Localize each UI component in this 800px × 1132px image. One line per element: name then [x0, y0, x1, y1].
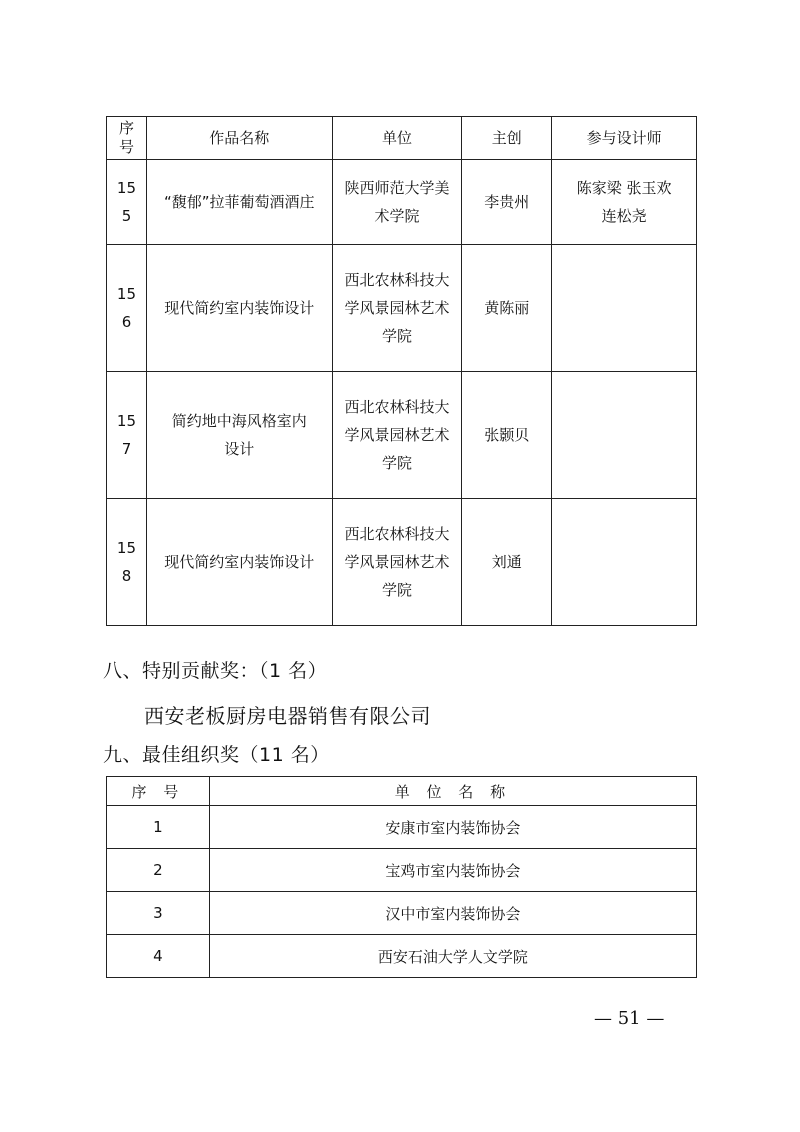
row-designers: 陈家梁 张玉欢 连松尧 [552, 160, 697, 245]
row-designers [552, 499, 697, 626]
table-row [107, 849, 697, 892]
awards-table [106, 116, 697, 626]
row-index: 2 [107, 849, 210, 892]
row-index: 15 7 [107, 372, 147, 499]
organization-award-table [106, 776, 697, 978]
row-index: 1 [107, 806, 210, 849]
section-9-heading: 九、最佳组织奖（11 名） [103, 744, 330, 766]
header-unit: 单位 [332, 117, 462, 160]
awards-table-header-row [107, 117, 697, 160]
row-lead: 黄陈丽 [462, 245, 552, 372]
section-8-heading: 八、特别贡献奖：（1 名） [103, 660, 328, 682]
table-row [107, 499, 697, 626]
row-work: “馥郁”拉菲葡萄酒酒庄 [146, 160, 332, 245]
row-unit: 西北农林科技大 学风景园林艺术 学院 [332, 499, 462, 626]
header-unit-name: 单 位 名 称 [209, 777, 696, 806]
org-table-header-row [107, 777, 697, 806]
row-work: 现代简约室内装饰设计 [146, 245, 332, 372]
row-index: 4 [107, 935, 210, 978]
header-index: 序 号 [107, 117, 147, 160]
row-unit-name: 宝鸡市室内装饰协会 [209, 849, 696, 892]
header-index: 序 号 [107, 777, 210, 806]
row-unit-name: 汉中市室内装饰协会 [209, 892, 696, 935]
row-unit-name: 安康市室内装饰协会 [209, 806, 696, 849]
table-row [107, 245, 697, 372]
page-number: — 51 — [594, 1008, 665, 1029]
table-row [107, 806, 697, 849]
row-lead: 李贵州 [462, 160, 552, 245]
header-work: 作品名称 [146, 117, 332, 160]
row-lead: 张颢贝 [462, 372, 552, 499]
table-row [107, 372, 697, 499]
row-index: 3 [107, 892, 210, 935]
row-index: 15 8 [107, 499, 147, 626]
table-row [107, 892, 697, 935]
row-designers [552, 372, 697, 499]
header-lead: 主创 [462, 117, 552, 160]
row-unit-name: 西安石油大学人文学院 [209, 935, 696, 978]
special-contribution-company: 西安老板厨房电器销售有限公司 [144, 704, 431, 728]
row-unit: 西北农林科技大 学风景园林艺术 学院 [332, 372, 462, 499]
row-lead: 刘通 [462, 499, 552, 626]
row-index: 15 5 [107, 160, 147, 245]
table-row [107, 935, 697, 978]
row-work: 简约地中海风格室内 设计 [146, 372, 332, 499]
row-unit: 西北农林科技大 学风景园林艺术 学院 [332, 245, 462, 372]
header-designers: 参与设计师 [552, 117, 697, 160]
row-work: 现代简约室内装饰设计 [146, 499, 332, 626]
table-row [107, 160, 697, 245]
row-index: 15 6 [107, 245, 147, 372]
row-unit: 陕西师范大学美 术学院 [332, 160, 462, 245]
row-designers [552, 245, 697, 372]
